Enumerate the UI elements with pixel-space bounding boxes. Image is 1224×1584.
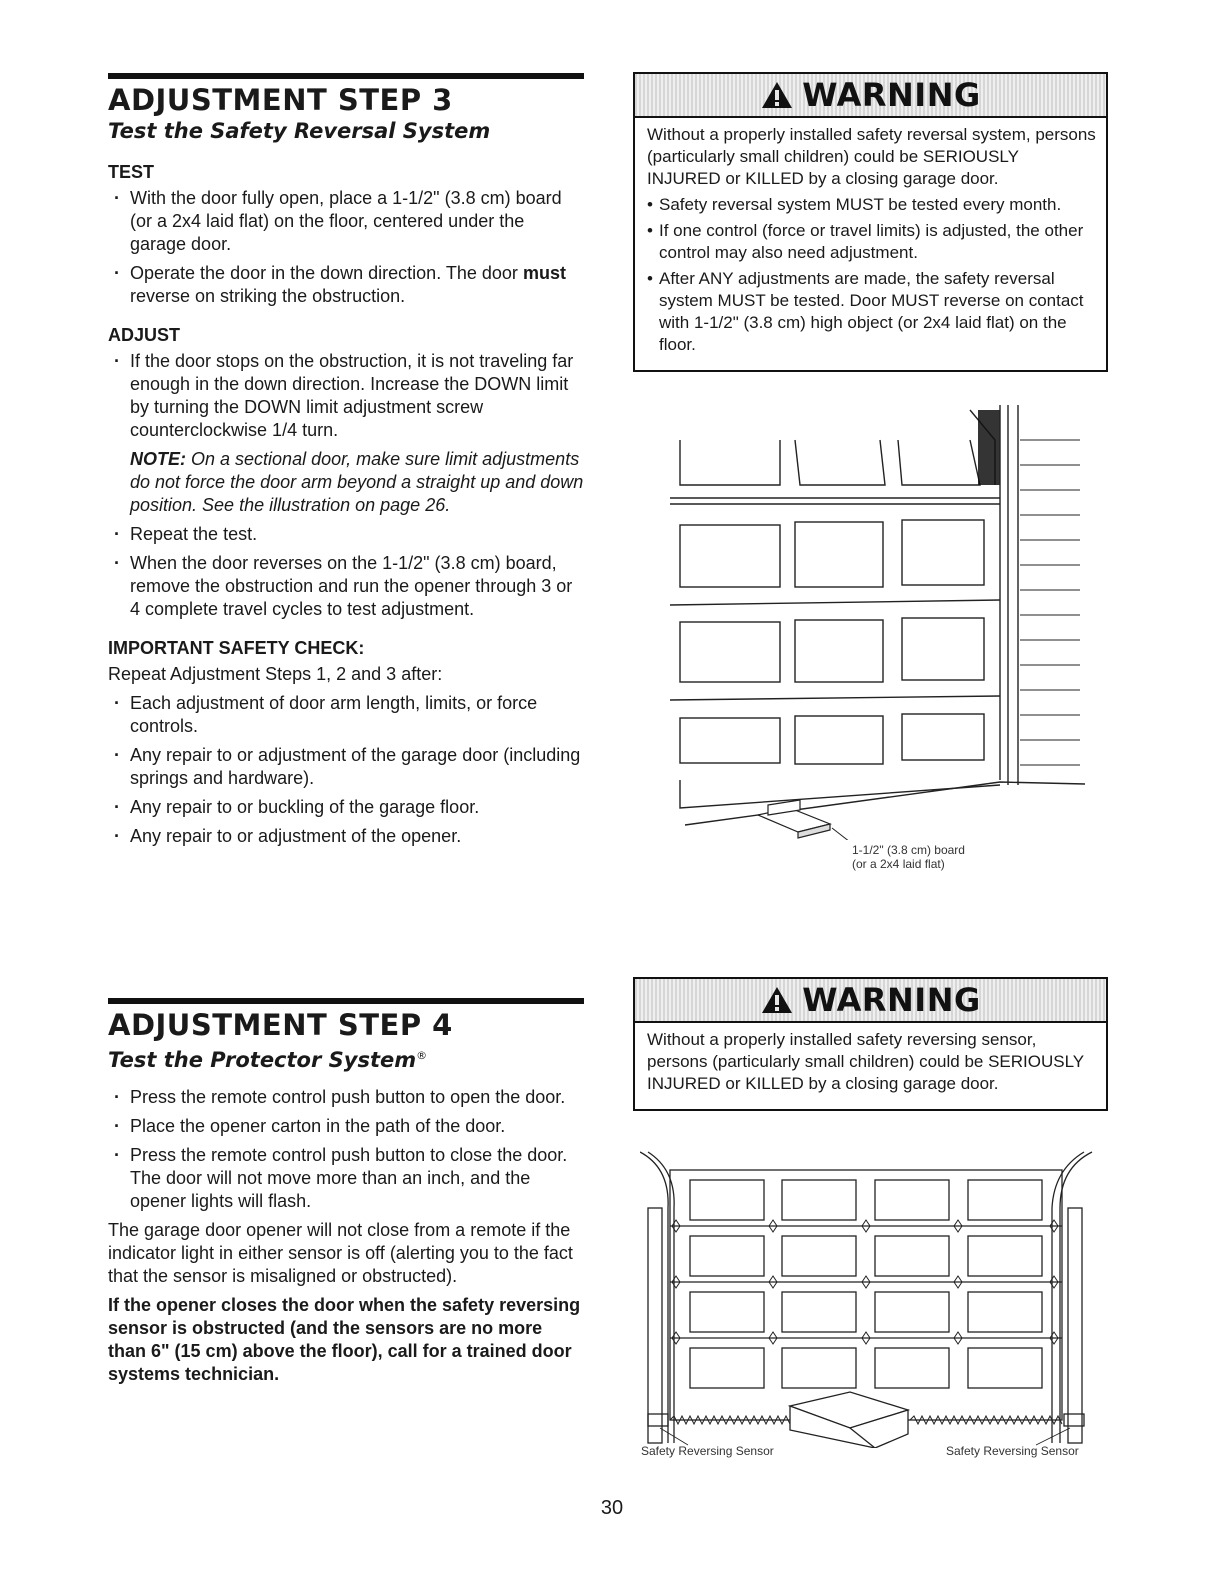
door-panels xyxy=(690,1180,1042,1388)
opener-carton xyxy=(790,1392,908,1448)
adjust-item-2: · Repeat the test. xyxy=(108,523,584,546)
test-heading: TEST xyxy=(108,162,155,182)
section-rule xyxy=(108,998,584,1004)
note-label: NOTE: xyxy=(130,449,186,469)
adjust-item-3: · When the door reverses on the 1-1/2" (3.8 cm) board, remove the obstruction and run the opener through 3 or 4 complete travel cycles to test adjustment. xyxy=(108,552,584,621)
warning-box-1 xyxy=(633,72,1108,372)
warning-triangle-icon xyxy=(760,985,794,1015)
step-4-bold-paragraph: If the opener closes the door when the safety reversing sensor is obstructed (and the sensors are no more than 6" (15 cm) above the floor), call for a trained door systems technician. xyxy=(108,1295,581,1384)
safety-check-intro: Repeat Adjustment Steps 1, 2 and 3 after: xyxy=(108,664,443,684)
test-item-1: · With the door fully open, place a 1-1/2" (3.8 cm) board (or a 2x4 laid flat) on the floor, centered under the garage door. xyxy=(108,187,584,256)
warning-body xyxy=(635,118,1106,370)
note xyxy=(108,448,584,517)
adjust-heading: ADJUST xyxy=(108,325,181,345)
safety-item-4: · Any repair to or adjustment of the opener. xyxy=(108,825,584,848)
note-text: On a sectional door, make sure limit adjustments do not force the door arm beyond a straight up and down position. See the illustration on page 26. xyxy=(130,449,584,515)
step-4-item-1: · Press the remote control push button to open the door. xyxy=(108,1086,584,1109)
left-sensor-label: Safety Reversing Sensor xyxy=(641,1444,774,1458)
warning-bullet-2: • If one control (force or travel limits) is adjusted, the other control may also need adjustment. xyxy=(647,220,1096,264)
warning-header xyxy=(635,74,1106,118)
warning-intro: Without a properly installed safety reversal system, persons (particularly small children) could be SERIOUSLY INJURED or KILLED by a closing garage door. xyxy=(647,125,1096,188)
right-sensor xyxy=(1064,1414,1084,1426)
warning-triangle-icon xyxy=(760,80,794,110)
page-number: 30 xyxy=(600,1497,624,1519)
step-4-item-2: · Place the opener carton in the path of the door. xyxy=(108,1115,584,1138)
warning-bullet-3: • After ANY adjustments are made, the safety reversal system MUST be tested. Door MUST reverse on contact with 1-1/2" (3.8 cm) high object (or 2x4 laid flat) on the floor. xyxy=(647,268,1096,356)
left-sensor xyxy=(648,1414,668,1426)
caption-line-1: 1-1/2" (3.8 cm) board xyxy=(852,843,965,857)
test-item-2 xyxy=(108,262,584,308)
registered-mark: ® xyxy=(416,1049,428,1062)
step-4-title: ADJUSTMENT STEP 4 xyxy=(108,1008,453,1042)
section-rule xyxy=(108,73,584,79)
adjustment-step-3 xyxy=(108,73,584,854)
right-sensor-label: Safety Reversing Sensor xyxy=(946,1444,1079,1458)
warning-bullet-1: • Safety reversal system MUST be tested every month. xyxy=(647,194,1096,216)
figure-1-caption xyxy=(852,843,965,871)
step-4-paragraph: The garage door opener will not close from a remote if the indicator light in either sensor is off (alerting you to the fact that the sensor is misaligned or obstructed). xyxy=(108,1220,573,1286)
board-2x4 xyxy=(758,800,830,838)
safety-item-2: · Any repair to or adjustment of the garage door (including springs and hardware). xyxy=(108,744,584,790)
step-4-subtitle-text: Test the Protector System xyxy=(108,1048,417,1072)
test-item-2-emphasis: must xyxy=(522,263,566,283)
caption-line-2: (or a 2x4 laid flat) xyxy=(852,857,945,871)
step-3-subtitle: Test the Safety Reversal System xyxy=(108,119,491,143)
wall-siding xyxy=(1020,440,1080,765)
step-4-subtitle xyxy=(108,1042,584,1074)
warning-intro: Without a properly installed safety reversing sensor, persons (particularly small children) could be SERIOUSLY INJURED or KILLED by a closing garage door. xyxy=(647,1030,1084,1093)
warning-label: WARNING xyxy=(802,76,981,114)
adjustment-step-4 xyxy=(108,998,584,1392)
safety-item-1: · Each adjustment of door arm length, limits, or force controls. xyxy=(108,692,584,738)
garage-door-board-illustration xyxy=(640,400,1100,840)
warning-header xyxy=(635,979,1106,1023)
warning-box-2 xyxy=(633,977,1108,1111)
garage-door-sensor-illustration xyxy=(640,1148,1100,1448)
warning-label: WARNING xyxy=(802,981,981,1019)
warning-body xyxy=(635,1023,1106,1109)
test-item-2-tail: reverse on striking the obstruction. xyxy=(130,286,406,306)
safety-check-heading: IMPORTANT SAFETY CHECK: xyxy=(108,638,365,658)
test-item-2-text: Operate the door in the down direction. The door xyxy=(130,263,518,283)
step-4-item-3: · Press the remote control push button to close the door. The door will not move more than an inch, and the opener lights will flash. xyxy=(108,1144,584,1213)
safety-item-3: · Any repair to or buckling of the garage floor. xyxy=(108,796,584,819)
adjust-item-1: · If the door stops on the obstruction, it is not traveling far enough in the down direction. Increase the DOWN limit by turning the DOWN limit adjustment screw counterclockwise 1/4 turn. xyxy=(108,350,584,442)
step-3-title: ADJUSTMENT STEP 3 xyxy=(108,83,453,117)
